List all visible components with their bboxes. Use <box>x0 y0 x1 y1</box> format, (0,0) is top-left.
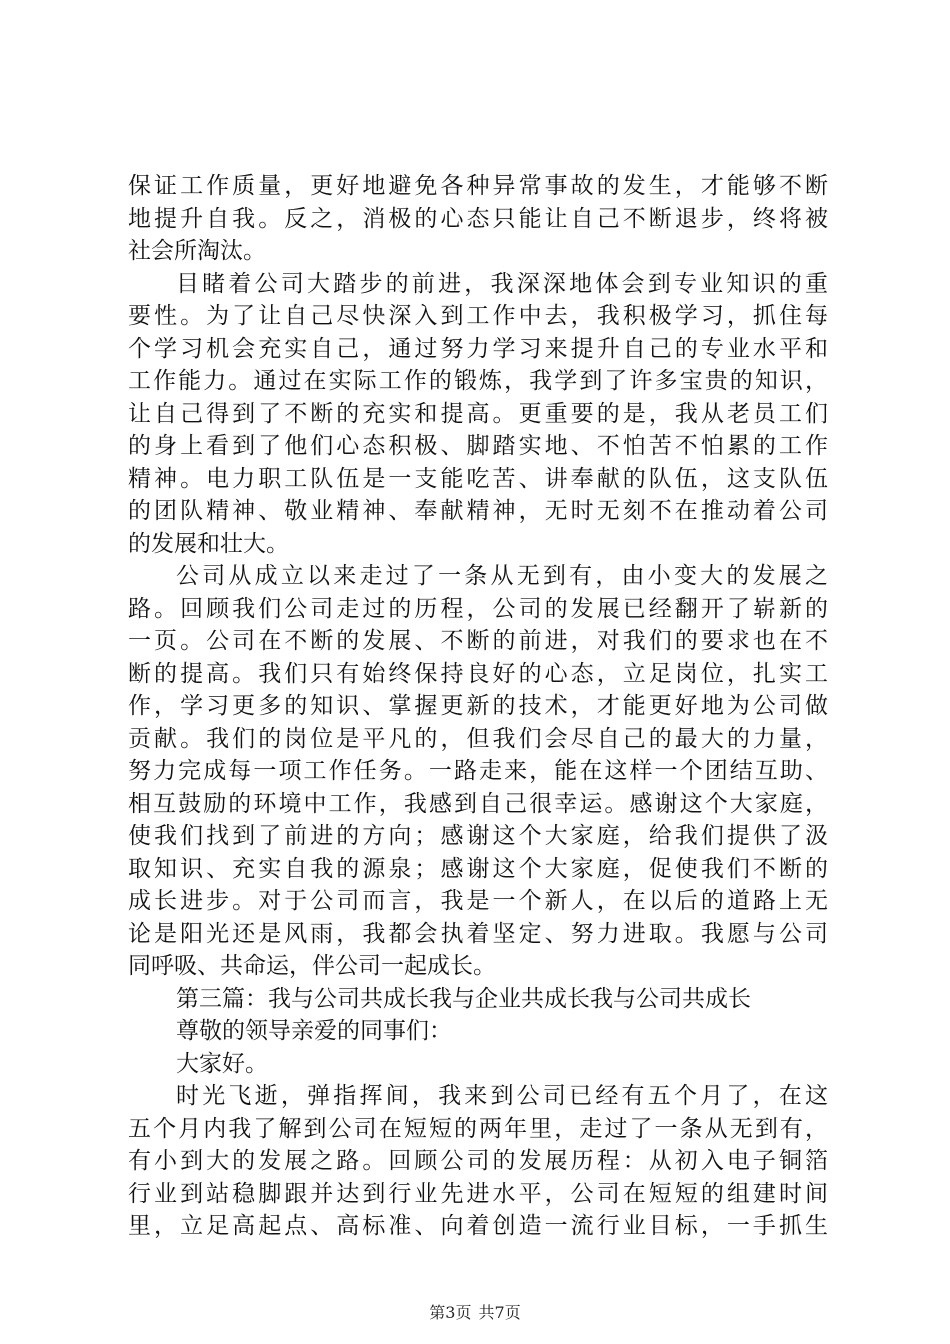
text-line: 要性。为了让自己尽快深入到工作中去，我积极学习，抓住每 <box>128 303 828 329</box>
document-body <box>128 170 828 1243</box>
text-line: 里，立足高起点、高标准、向着创造一流行业目标，一手抓生 <box>128 1213 828 1239</box>
page-footer <box>0 1300 950 1323</box>
text-line: 努力完成每一项工作任务。一路走来，能在这样一个团结互助、 <box>128 758 828 784</box>
page-number: 第3页 <box>429 1303 472 1322</box>
text-line: 工作能力。通过在实际工作的锻炼，我学到了许多宝贵的知识， <box>128 368 828 394</box>
text-line: 时光飞逝，弹指挥间，我来到公司已经有五个月了，在这 <box>176 1083 828 1109</box>
text-line: 行业到站稳脚跟并达到行业先进水平，公司在短短的组建时间 <box>128 1180 828 1207</box>
text-line: 地提升自我。反之，消极的心态只能让自己不断退步，终将被 <box>128 205 828 232</box>
text-line: 相互鼓励的环境中工作，我感到自己很幸运。感谢这个大家庭， <box>128 790 828 817</box>
text-line: 成长进步。对于公司而言，我是一个新人，在以后的道路上无 <box>128 888 828 914</box>
text-line: 贡献。我们的岗位是平凡的，但我们会尽自己的最大的力量， <box>128 725 828 752</box>
text-line: 目睹着公司大踏步的前进，我深深地体会到专业知识的重 <box>176 270 828 297</box>
text-line: 个学习机会充实自己，通过努力学习来提升自己的专业水平和 <box>128 335 828 362</box>
text-line: 大家好。 <box>176 1050 268 1077</box>
text-line: 一页。公司在不断的发展、不断的前进，对我们的要求也在不 <box>128 628 828 654</box>
text-line: 第三篇：我与公司共成长我与企业共成长我与公司共成长 <box>176 985 751 1012</box>
text-line: 的身上看到了他们心态积极、脚踏实地、不怕苦不怕累的工作 <box>128 433 828 459</box>
text-line: 作，学习更多的知识、掌握更新的技术，才能更好地为公司做 <box>128 693 828 719</box>
text-line: 尊敬的领导亲爱的同事们： <box>176 1018 452 1044</box>
text-line: 让自己得到了不断的充实和提高。更重要的是，我从老员工们 <box>128 400 828 427</box>
text-line: 取知识、充实自我的源泉；感谢这个大家庭，促使我们不断的 <box>128 855 828 882</box>
text-line: 精神。电力职工队伍是一支能吃苦、讲奉献的队伍，这支队伍 <box>128 465 828 492</box>
text-line: 路。回顾我们公司走过的历程，公司的发展已经翻开了崭新的 <box>128 595 828 622</box>
text-line: 公司从成立以来走过了一条从无到有，由小变大的发展之 <box>176 563 828 589</box>
text-line: 有小到大的发展之路。回顾公司的发展历程：从初入电子铜箔 <box>128 1148 828 1174</box>
text-line: 社会所淘汰。 <box>128 238 266 264</box>
text-line: 使我们找到了前进的方向；感谢这个大家庭，给我们提供了汲 <box>128 823 828 849</box>
text-line: 保证工作质量，更好地避免各种异常事故的发生，才能够不断 <box>128 173 828 199</box>
text-line: 的团队精神、敬业精神、奉献精神，无时无刻不在推动着公司 <box>128 498 828 524</box>
text-line: 的发展和壮大。 <box>128 530 289 557</box>
text-line: 同呼吸、共命运，伴公司一起成长。 <box>128 953 496 979</box>
page-total: 共7页 <box>478 1303 521 1322</box>
text-line: 论是阳光还是风雨，我都会执着坚定、努力进取。我愿与公司 <box>128 920 828 947</box>
text-line: 五个月内我了解到公司在短短的两年里，走过了一条从无到有， <box>128 1115 828 1142</box>
text-line: 断的提高。我们只有始终保持良好的心态，立足岗位，扎实工 <box>128 660 828 687</box>
